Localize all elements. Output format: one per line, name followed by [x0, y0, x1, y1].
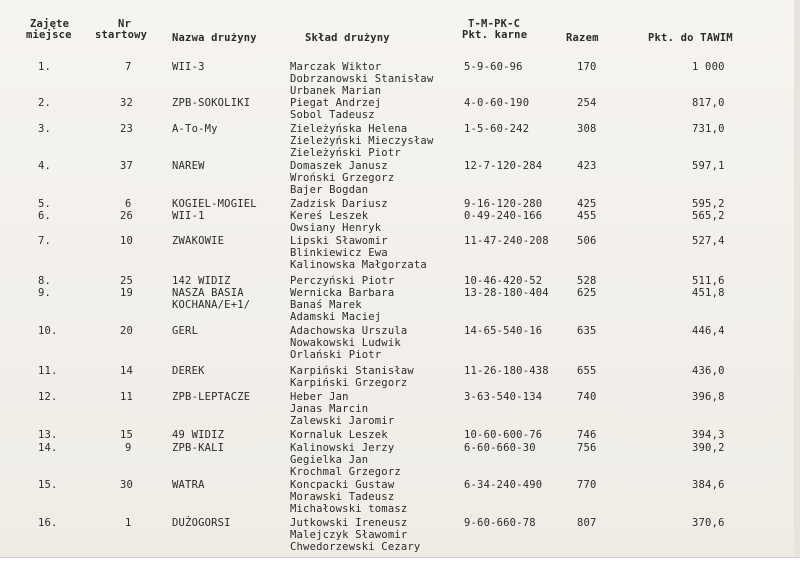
- team-name-cell: ZWAKOWIE: [172, 235, 225, 247]
- place-cell: 15.: [38, 479, 58, 491]
- penalty-points-cell: 12-7-120-284: [464, 160, 543, 172]
- place-cell: 16.: [38, 517, 58, 529]
- member-name: Blinkiewicz Ewa: [290, 247, 388, 260]
- penalty-points-cell: 0-49-240-166: [464, 210, 543, 222]
- total-cell: 506: [577, 235, 597, 247]
- score-cell: 595,2: [692, 198, 725, 210]
- penalty-points-cell: 3-63-540-134: [464, 391, 543, 403]
- member-name: Wroński Grzegorz: [290, 172, 395, 185]
- place-cell: 5.: [38, 198, 52, 210]
- start-number-cell: 19: [120, 287, 134, 299]
- penalty-points-cell: 11-47-240-208: [464, 235, 549, 247]
- team-name-cell: WATRA: [172, 479, 205, 491]
- member-name: Domaszek Janusz: [290, 160, 388, 172]
- member-name: Banaś Marek: [290, 299, 362, 312]
- member-name: Heber Jan: [290, 391, 349, 403]
- penalty-points-cell: 1-5-60-242: [464, 123, 530, 135]
- score-cell: 565,2: [692, 210, 725, 222]
- penalty-points-cell: 4-0-60-190: [464, 97, 530, 109]
- score-cell: 384,6: [692, 479, 725, 491]
- team-name-cell: 142 WIDIZ: [172, 275, 231, 287]
- start-number-cell: 23: [120, 123, 134, 135]
- place-cell: 9.: [38, 287, 52, 299]
- start-number-cell: 1: [125, 517, 132, 529]
- score-cell: 436,0: [692, 365, 725, 377]
- start-number-cell: 20: [120, 325, 134, 337]
- member-name: Chwedorzewski Cezary: [290, 541, 421, 554]
- score-cell: 396,8: [692, 391, 725, 403]
- team-name-cell: A-To-My: [172, 123, 218, 135]
- start-number-cell: 32: [120, 97, 134, 109]
- team-name-cell: WII-3: [172, 61, 205, 73]
- member-name: Karpiński Grzegorz: [290, 377, 408, 390]
- total-cell: 308: [577, 123, 597, 135]
- member-name: Kereś Leszek: [290, 210, 369, 222]
- score-cell: 527,4: [692, 235, 725, 247]
- start-number-cell: 37: [120, 160, 134, 172]
- total-cell: 770: [577, 479, 597, 491]
- penalty-points-cell: 14-65-540-16: [464, 325, 543, 337]
- header-roster: Skład drużyny: [305, 32, 390, 44]
- score-cell: 446,4: [692, 325, 725, 337]
- penalty-points-cell: 9-60-660-78: [464, 517, 536, 529]
- member-name: Piegat Andrzej: [290, 97, 382, 109]
- place-cell: 13.: [38, 429, 58, 441]
- member-name: Adamski Maciej: [290, 311, 382, 324]
- score-cell: 511,6: [692, 275, 725, 287]
- member-name: Nowakowski Ludwik: [290, 337, 401, 350]
- total-cell: 635: [577, 325, 597, 337]
- header-start-line1: Nr: [118, 18, 132, 30]
- start-number-cell: 6: [125, 198, 132, 210]
- score-cell: 390,2: [692, 442, 725, 454]
- member-name: Zieleżyńska Helena: [290, 123, 408, 135]
- team-name-cell: DEREK: [172, 365, 205, 377]
- total-cell: 756: [577, 442, 597, 454]
- member-name: Marczak Wiktor: [290, 61, 382, 73]
- paper-edge: [794, 0, 800, 569]
- score-cell: 451,8: [692, 287, 725, 299]
- place-cell: 6.: [38, 210, 52, 222]
- total-cell: 528: [577, 275, 597, 287]
- place-cell: 1.: [38, 61, 52, 73]
- penalty-points-cell: 5-9-60-96: [464, 61, 523, 73]
- team-name-cell: ZPB-SOKOLIKI: [172, 97, 251, 109]
- team-name-cell: KOCHANA/E+1/: [172, 299, 251, 312]
- penalty-points-cell: 9-16-120-280: [464, 198, 543, 210]
- member-name: Zieleżyński Mieczysław: [290, 135, 434, 148]
- member-name: Kalinowski Jerzy: [290, 442, 395, 454]
- header-tmpk-line2: Pkt. karne: [462, 29, 528, 41]
- member-name: Gegielka Jan: [290, 454, 369, 467]
- total-cell: 254: [577, 97, 597, 109]
- team-name-cell: NASZA BASIA: [172, 287, 244, 299]
- member-name: Malejczyk Sławomir: [290, 529, 408, 542]
- penalty-points-cell: 6-34-240-490: [464, 479, 543, 491]
- place-cell: 10.: [38, 325, 58, 337]
- total-cell: 746: [577, 429, 597, 441]
- member-name: Jutkowski Ireneusz: [290, 517, 408, 529]
- member-name: Owsiany Henryk: [290, 222, 382, 235]
- team-name-cell: ZPB-KALI: [172, 442, 225, 454]
- penalty-points-cell: 10-60-600-76: [464, 429, 543, 441]
- place-cell: 12.: [38, 391, 58, 403]
- team-name-cell: GERL: [172, 325, 199, 337]
- team-name-cell: NAREW: [172, 160, 205, 172]
- member-name: Dobrzanowski Stanisław: [290, 73, 434, 86]
- header-start-line2: startowy: [95, 29, 148, 41]
- member-name: Zadzisk Dariusz: [290, 198, 388, 210]
- page-margin: [0, 558, 800, 569]
- member-name: Zieleżyński Piotr: [290, 147, 401, 160]
- member-name: Morawski Tadeusz: [290, 491, 395, 504]
- member-name: Sobol Tadeusz: [290, 109, 375, 122]
- total-cell: 740: [577, 391, 597, 403]
- member-name: Kalinowska Małgorzata: [290, 259, 427, 272]
- score-cell: 597,1: [692, 160, 725, 172]
- team-name-cell: DUŻOGORSI: [172, 517, 231, 529]
- penalty-points-cell: 11-26-180-438: [464, 365, 549, 377]
- member-name: Kornaluk Leszek: [290, 429, 388, 441]
- total-cell: 425: [577, 198, 597, 210]
- total-cell: 170: [577, 61, 597, 73]
- total-cell: 423: [577, 160, 597, 172]
- team-name-cell: KOGIEL-MOGIEL: [172, 198, 257, 210]
- score-cell: 370,6: [692, 517, 725, 529]
- place-cell: 2.: [38, 97, 52, 109]
- penalty-points-cell: 10-46-420-52: [464, 275, 543, 287]
- member-name: Janas Marcin: [290, 403, 369, 416]
- member-name: Bajer Bogdan: [290, 184, 369, 197]
- header-team-name: Nazwa drużyny: [172, 32, 257, 44]
- member-name: Orlański Piotr: [290, 349, 382, 362]
- team-name-cell: WII-1: [172, 210, 205, 222]
- total-cell: 625: [577, 287, 597, 299]
- start-number-cell: 10: [120, 235, 134, 247]
- place-cell: 11.: [38, 365, 58, 377]
- place-cell: 8.: [38, 275, 52, 287]
- member-name: Zalewski Jaromir: [290, 415, 395, 428]
- penalty-points-cell: 13-28-180-404: [464, 287, 549, 299]
- place-cell: 7.: [38, 235, 52, 247]
- place-cell: 3.: [38, 123, 52, 135]
- penalty-points-cell: 6-60-660-30: [464, 442, 536, 454]
- start-number-cell: 15: [120, 429, 134, 441]
- start-number-cell: 30: [120, 479, 134, 491]
- place-cell: 4.: [38, 160, 52, 172]
- member-name: Lipski Sławomir: [290, 235, 388, 247]
- team-name-cell: 49 WIDIZ: [172, 429, 225, 441]
- start-number-cell: 26: [120, 210, 134, 222]
- start-number-cell: 7: [125, 61, 132, 73]
- total-cell: 455: [577, 210, 597, 222]
- score-cell: 817,0: [692, 97, 725, 109]
- member-name: Urbanek Marian: [290, 85, 382, 98]
- header-total: Razem: [566, 32, 599, 44]
- header-pct: Pkt. do TAWIM: [648, 32, 733, 44]
- header-tmpk-line1: T-M-PK-C: [468, 18, 521, 30]
- member-name: Perczyński Piotr: [290, 275, 395, 287]
- member-name: Koncpacki Gustaw: [290, 479, 395, 491]
- total-cell: 807: [577, 517, 597, 529]
- score-cell: 731,0: [692, 123, 725, 135]
- header-place-line1: Zajęte: [30, 18, 70, 30]
- member-name: Krochmal Grzegorz: [290, 466, 401, 479]
- place-cell: 14.: [38, 442, 58, 454]
- team-name-cell: ZPB-LEPTACZE: [172, 391, 251, 403]
- start-number-cell: 25: [120, 275, 134, 287]
- start-number-cell: 9: [125, 442, 132, 454]
- total-cell: 655: [577, 365, 597, 377]
- member-name: Wernicka Barbara: [290, 287, 395, 299]
- member-name: Michałowski tomasz: [290, 503, 408, 516]
- score-cell: 1 000: [692, 61, 725, 73]
- member-name: Karpiński Stanisław: [290, 365, 414, 377]
- score-cell: 394,3: [692, 429, 725, 441]
- start-number-cell: 11: [120, 391, 134, 403]
- header-place-line2: miejsce: [26, 29, 72, 41]
- member-name: Adachowska Urszula: [290, 325, 408, 337]
- start-number-cell: 14: [120, 365, 134, 377]
